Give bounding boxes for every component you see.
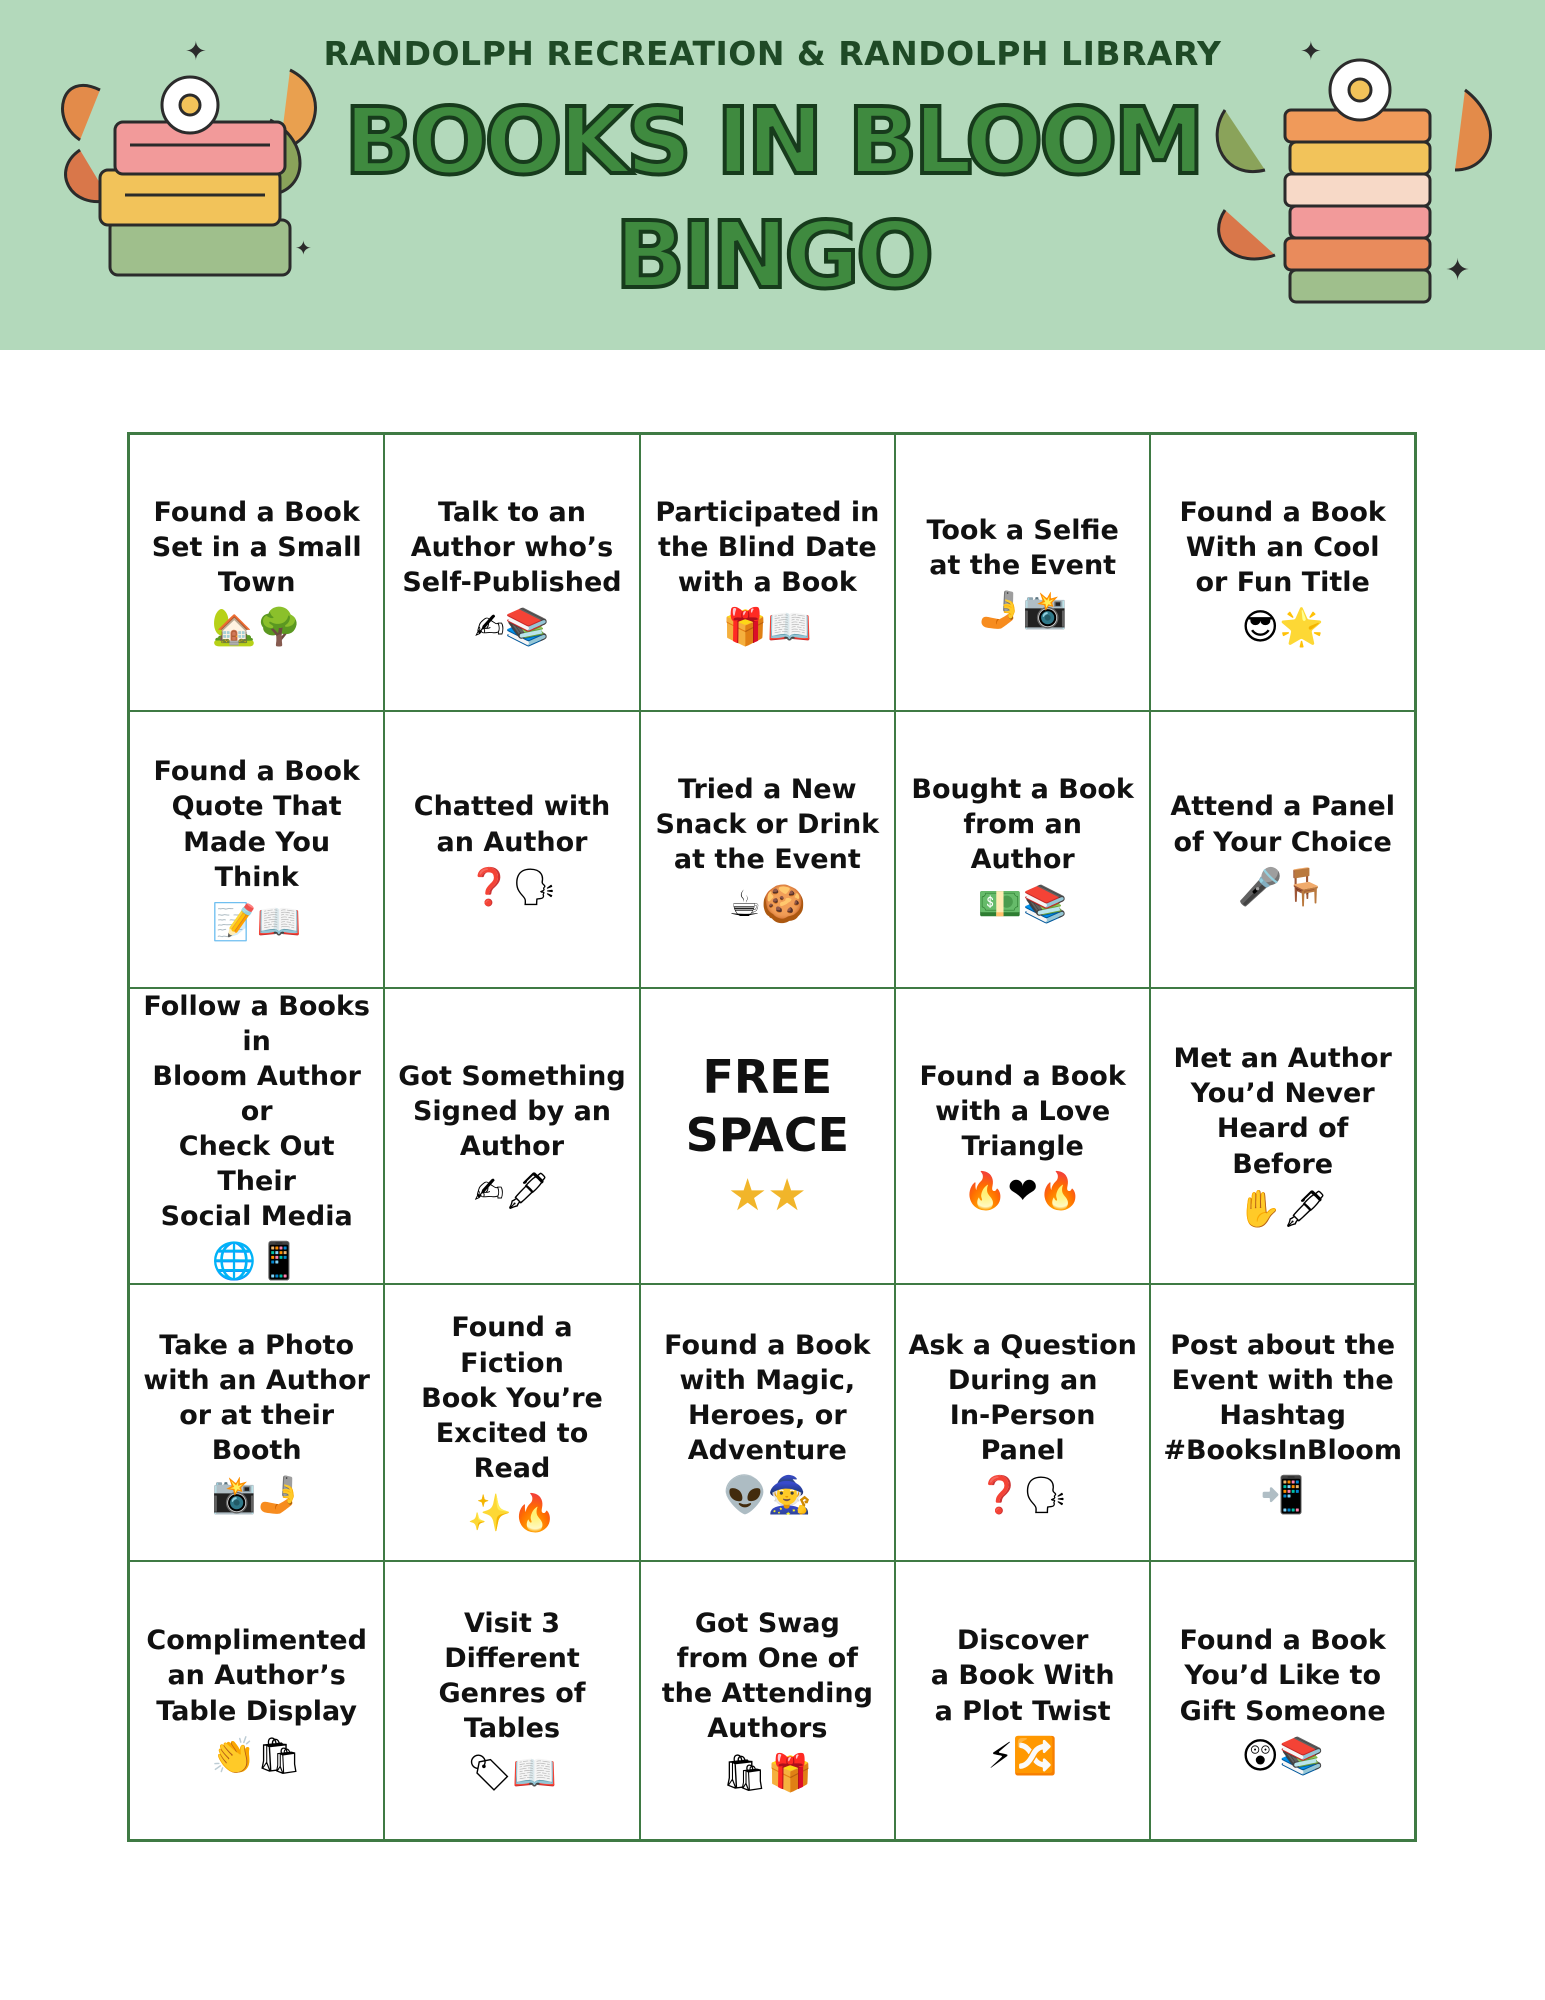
stars-icon: ★★ [727,1170,807,1222]
bingo-square[interactable] [641,1562,896,1839]
bingo-grid [127,432,1417,1842]
svg-text:✦: ✦ [1300,37,1322,67]
camera-selfie-icon: 📸🤳 [211,1475,302,1517]
free-space-square[interactable] [641,989,896,1286]
square-label: Take a Photo with an Author or at their Booth [143,1330,370,1467]
gift-book-icon: 🎁📖 [722,607,813,649]
surprised-books-icon: 😲📚 [1241,1735,1324,1777]
book-stack-flower-icon [1205,30,1505,330]
selfie-camera-icon: 🤳📸 [977,589,1068,631]
money-books-icon: 💵📚 [977,884,1068,926]
square-label: Discover a Book With a Plot Twist [930,1625,1115,1727]
square-label: Ask a Question During an In-Person Panel [908,1330,1137,1467]
square-label: Attend a Panel of Your Choice [1170,791,1395,858]
clap-bags-icon: 👏🛍 [211,1735,302,1777]
square-label: Took a Selfie at the Event [926,514,1119,581]
writing-books-icon: ✍📚 [474,607,550,649]
fire-heart-icon: 🔥❤🔥 [962,1171,1083,1213]
writing-pen-icon: ✍🖋 [474,1171,550,1213]
bingo-square[interactable] [896,1562,1151,1839]
bingo-square[interactable] [896,435,1151,712]
page-title: BOOKS IN BLOOM [344,88,1201,195]
bingo-square[interactable] [1151,712,1414,989]
tag-book-icon: 🏷📖 [466,1753,558,1795]
free-space-label: FREE SPACE [685,1050,850,1162]
square-label: Post about the Event with the Hashtag #BooksInBloom [1163,1330,1402,1467]
square-label: Got Swag from One of the Attending Authors [661,1607,873,1745]
bingo-square[interactable] [896,1285,1151,1562]
svg-text:✦: ✦ [1445,253,1471,288]
bingo-square[interactable] [130,989,385,1286]
svg-text:✦: ✦ [295,236,312,260]
lightning-shuffle-icon: ⚡🔀 [987,1735,1058,1777]
square-label: Found a Book You’d Like to Gift Someone [1179,1625,1386,1727]
bingo-square[interactable] [641,712,896,989]
square-label: Got Something Signed by an Author [398,1060,626,1162]
hand-pen-icon: ✋🖋 [1237,1188,1328,1230]
bags-gift-icon: 🛍🎁 [722,1753,813,1795]
bingo-square[interactable] [1151,1562,1414,1839]
bingo-square[interactable] [130,1562,385,1839]
square-label: Complimented an Author’s Table Display [146,1625,367,1727]
bingo-square[interactable] [1151,989,1414,1286]
square-label: Found a Book with Magic, Heroes, or Adventure [664,1330,871,1467]
bingo-square[interactable] [641,1285,896,1562]
square-label: Tried a New Snack or Drink at the Event [655,773,880,876]
bingo-square[interactable] [896,989,1151,1286]
bingo-square[interactable] [1151,1285,1414,1562]
sunglasses-star-icon: 😎🌟 [1241,607,1324,649]
house-tree-icon: 🏡🌳 [211,607,302,649]
square-label: Found a Book Set in a Small Town [151,497,362,599]
bingo-square[interactable] [385,435,640,712]
svg-text:✦: ✦ [185,37,207,67]
bingo-square[interactable] [896,712,1151,989]
square-label: Found a Fiction Book You’re Excited to Read [421,1312,603,1484]
square-label: Bought a Book from an Author [911,773,1134,876]
bingo-square[interactable] [1151,435,1414,712]
bingo-square[interactable] [641,435,896,712]
page-subtitle: BINGO [614,202,931,309]
coffee-cookie-icon: ☕🍪 [728,884,806,926]
phone-arrow-icon: 📲 [1260,1475,1306,1517]
bingo-square[interactable] [130,712,385,989]
bingo-square[interactable] [385,1285,640,1562]
bingo-square[interactable] [385,1562,640,1839]
bingo-square[interactable] [385,989,640,1286]
square-label: Found a Book Quote That Made You Think [153,756,360,893]
square-label: Met an Author You’d Never Heard of Before [1173,1043,1392,1180]
square-label: Follow a Books in Bloom Author or Check Out Their Social Media [143,990,370,1233]
organizer-line: RANDOLPH RECREATION & RANDOLPH LIBRARY [323,34,1222,73]
square-label: Talk to an Author who’s Self-Published [402,497,622,599]
square-label: Found a Book with a Love Triangle [919,1060,1126,1162]
question-speaking-icon: ❓🗣 [466,866,558,908]
square-label: Visit 3 Different Genres of Tables [438,1607,586,1745]
globe-phone-icon: 🌐📱 [211,1241,302,1283]
bingo-square[interactable] [130,435,385,712]
square-label: Participated in the Blind Date with a Book [655,497,880,599]
microphone-chair-icon: 🎤🪑 [1237,866,1328,908]
sparkles-fire-icon: ✨🔥 [467,1492,557,1534]
alien-wizard-icon: 👽🧙 [722,1475,813,1517]
question-speaking-icon: ❓🗣 [977,1475,1068,1517]
square-label: Chatted with an Author [413,791,611,858]
memo-book-icon: 📝📖 [211,901,302,943]
bingo-square[interactable] [385,712,640,989]
bingo-square[interactable] [130,1285,385,1562]
header-banner [0,0,1545,350]
square-label: Found a Book With an Cool or Fun Title [1179,497,1386,599]
